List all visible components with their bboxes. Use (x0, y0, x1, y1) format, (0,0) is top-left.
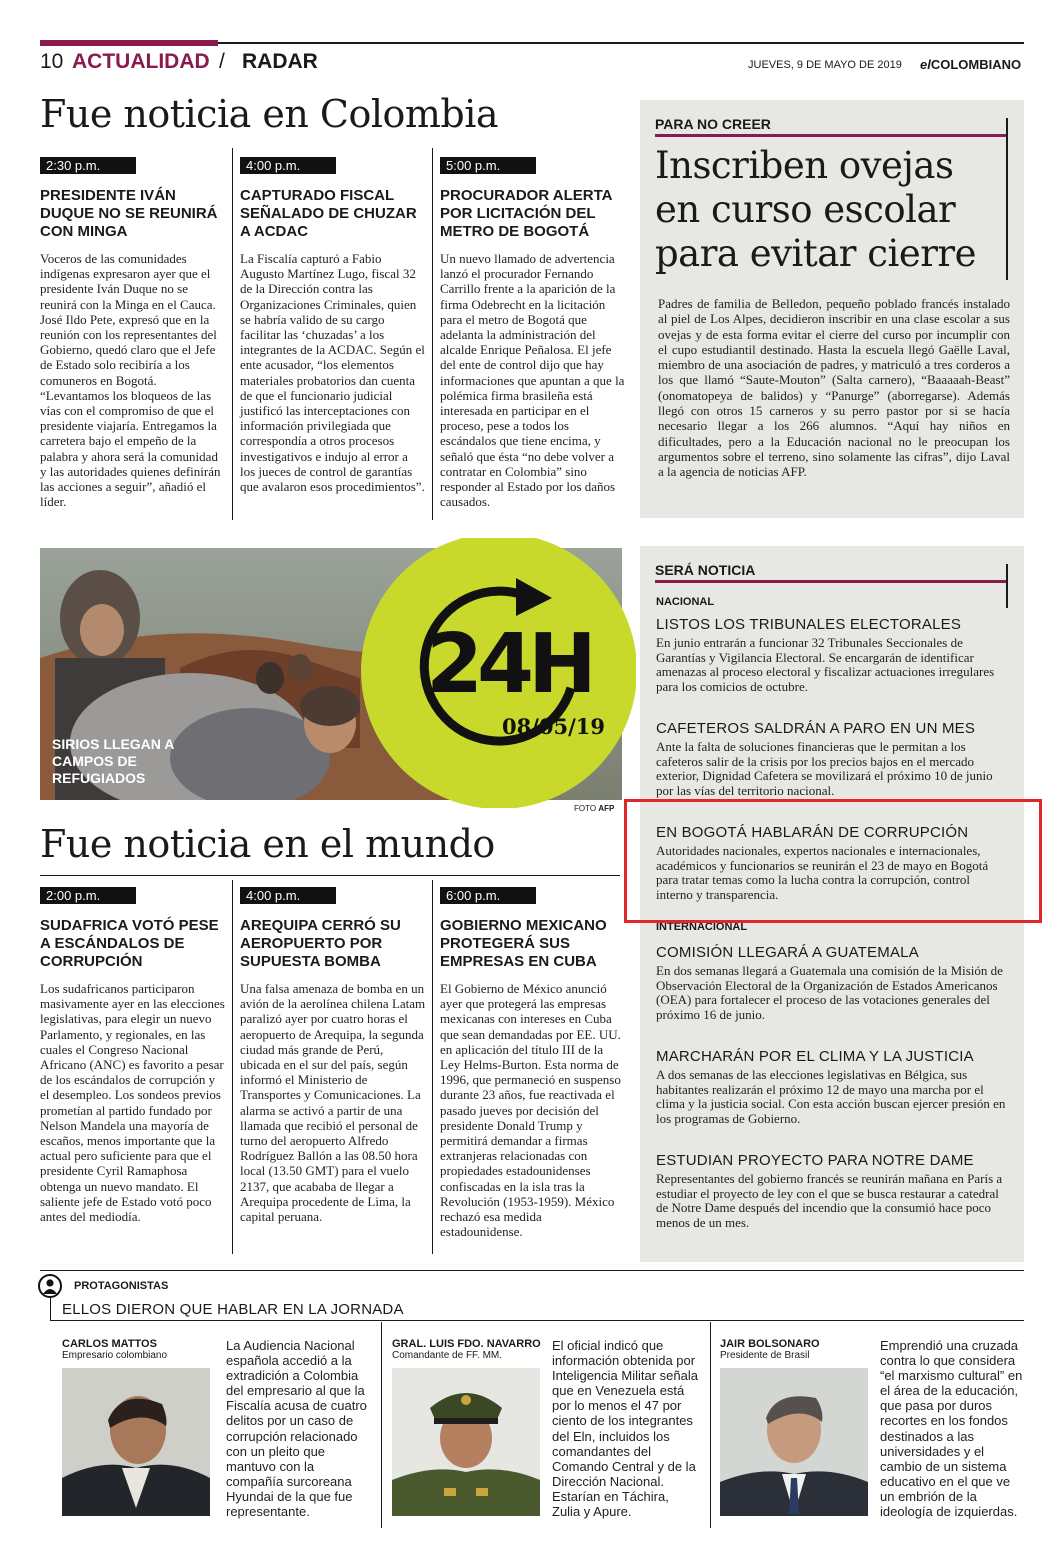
news-brief (656, 1152, 1008, 1230)
protagonistas-tick (50, 1298, 51, 1320)
news-brief (656, 1048, 1008, 1126)
news-brief (656, 616, 1008, 694)
panel-kicker: PARA NO CREER (655, 116, 771, 132)
time-badge: 6:00 p.m. (440, 887, 536, 904)
time-badge: 5:00 p.m. (440, 157, 536, 174)
24h-text: 24H (426, 617, 591, 712)
column-divider (232, 148, 233, 520)
24h-badge (356, 538, 636, 808)
news-headline: AREQUIPA CERRÓ SU AEROPUERTO POR SUPUESTA BOMBA (240, 917, 401, 970)
protagonistas-kicker: PROTAGONISTAS (74, 1280, 169, 1292)
brief-title: LISTOS LOS TRIBUNALES ELECTORALES (656, 616, 962, 633)
section-rule (40, 875, 620, 876)
news-headline: GOBIERNO MEXICANO PROTEGERÁ SUS EMPRESAS EN CUBA (440, 917, 607, 970)
mundo-news-item (40, 887, 226, 1224)
time-badge: 2:30 p.m. (40, 157, 136, 174)
protagonist-name: JAIR BOLSONARO (720, 1338, 820, 1350)
kicker-rule (655, 580, 1007, 583)
highlight-box (624, 799, 1042, 923)
section-name: ACTUALIDAD (72, 50, 210, 73)
brief-title: COMISIÓN LLEGARÁ A GUATEMALA (656, 944, 919, 961)
brief-title: EN BOGOTÁ HABLARÁN DE CORRUPCIÓN (656, 824, 969, 841)
internacional-label: INTERNACIONAL (656, 921, 748, 933)
column-divider (432, 148, 433, 520)
protagonist-role: Comandante de FF. MM. (392, 1350, 503, 1361)
logo-name: COLOMBIANO (930, 57, 1022, 72)
news-body: Los sudafricanos participaron masivamente ayer en las elecciones legislativas, para elegir un nuevo Parlamento, y regionales, en las cuales el Congreso Nacional Africano (ANC) es favorito a pesar de los escándalos de corrupción y el desempleo. Los sondeos previos prometían al partido fundado por Nelson Mandela una mayoría de escaños, menos importante que la actual pero suficiente para que el presidente Cyril Ramaphosa obtenga un nuevo mandato. El saliente jefe de Estado votó poco antes del mediodía. (40, 981, 225, 1225)
panel-kicker: SERÁ NOTICIA (655, 562, 756, 578)
protagonist-photo (720, 1368, 868, 1516)
time-badge: 4:00 p.m. (240, 887, 336, 904)
protagonistas-rule (40, 1270, 1024, 1271)
protagonist-text: La Audiencia Nacional española accedió a la extradición a Colombia del empresario al que la Fiscalía acusa de cuatro delitos por un caso de corrupción relacionado con un pleito que mantuvo con la compañía surcoreana Hyundai de la que fue representante. (226, 1338, 367, 1520)
brief-body: Representantes del gobierno francés se reunirán mañana en París a estudiar el proyecto de ley con el que se busca restaurar a catedral de Notre Dame después del incendio que la consumió hace poco menos de un mes. (656, 1171, 1003, 1230)
protagonist-role: Empresario colombiano (62, 1350, 168, 1361)
page-number: 10 (40, 50, 64, 73)
news-brief (656, 944, 1008, 1022)
column-divider (432, 880, 433, 1254)
kicker-rule (655, 134, 1007, 137)
photo-caption: SIRIOS LLEGAN A CAMPOS DE REFUGIADOS (52, 736, 174, 786)
brief-body: En junio entrarán a funcionar 32 Tribunales Seccionales de Garantías y Vigilancia Electoral. Se encargarán de identificar amenazas al proceso electoral y fiscalizar actuaciones irregulares para los comicios de octubre. (656, 635, 995, 694)
time-badge: 4:00 p.m. (240, 157, 336, 174)
news-body: Voceros de las comunidades indígenas expresaron ayer que el presidente Iván Duque no se reunirá con la Minga en el Cauca. José Ildo Pete, expresó que en la reunión con los representantes del Gobierno, quedó claro que el Jefe de Estado solo recibiría a los comuneros en Bogotá. “Levantamos los bloqueos de las vías con el compromiso de que el presidente viajaría. Entregamos la carretera bajo el empeño de la palabra y ahora será la comunidad y las autoridades quienes definirán las acciones a seguir”, añadió el líder. (40, 251, 221, 510)
brief-body: En dos semanas llegará a Guatemala una comisión de la Misión de Observación Electoral de la Organización de Estados Americanos (OEA) para fortalecer el proceso de las votaciones generales del próximo 16 de junio. (656, 963, 1003, 1022)
mundo-news-item (240, 887, 426, 1224)
photo-credit-source: AFP (598, 804, 615, 813)
brief-body: A dos semanas de las elecciones legislativas en Bélgica, sus habitantes realizarán el próximo 12 de mayo una marcha por el clima y la justicia social. Con esta acción buscan ejercer presión en los programas de Gobierno. (656, 1067, 1006, 1126)
panel-vertical-rule (1006, 118, 1008, 280)
portrait-illustration (62, 1368, 210, 1516)
protagonist-photo (392, 1368, 540, 1516)
news-body: Una falsa amenaza de bomba en un avión de la aerolínea chilena Latam paralizó ayer por cuatro horas el aeropuerto de Arequipa, la segunda ciudad más grande de Perú, ubicada en el sur del país, según informó el Ministerio de Transportes y Comunicaciones. La alarma se activó a partir de una llamada que recibió el personal de turno del aeropuerto Alfredo Rodríguez Ballón a las 08.50 hora local (13.50 GMT) para el vuelo 2137, que acababa de llegar a Arequipa procedente de Lima, la capital peruana. (240, 981, 426, 1225)
panel-vertical-rule (1006, 564, 1008, 608)
brief-title: ESTUDIAN PROYECTO PARA NOTRE DAME (656, 1152, 974, 1169)
news-body: Un nuevo llamado de advertencia lanzó el procurador Fernando Carrillo frente a la aparición de la firma Odebrecht en la licitación para el metro de Bogotá que adelanta la administración del alcalde Enrique Peñalosa. El jefe del ente de control dijo que hay informaciones que apuntan a que la polémica firma brasileña está interesada en participar en el proceso, pese a todos los escándalos que tiene encima, y señaló que ésta “no debe volver a contratar en Colombia” sino responder al Estado por los daños causados. (440, 251, 625, 510)
header-accent-bar (40, 40, 218, 46)
24h-date: 08/05/19 (502, 714, 606, 739)
news-headline: PROCURADOR ALERTA POR LICITACIÓN DEL METRO DE BOGOTÁ (440, 187, 612, 240)
brief-body: Autoridades nacionales, expertos nacionales e internacionales, académicos y funcionarios se reunirán el 23 de mayo en Bogotá para tratar temas como la lucha contra la corrupción, control interno y transparencia. (656, 843, 989, 902)
brief-title: CAFETEROS SALDRÁN A PARO EN UN MES (656, 720, 976, 737)
protagonist-role: Presidente de Brasil (720, 1350, 810, 1361)
news-headline: SUDAFRICA VOTÓ PESE A ESCÁNDALOS DE CORRUPCIÓN (40, 917, 219, 970)
protagonist-name: GRAL. LUIS FDO. NAVARRO (392, 1338, 541, 1350)
protagonist-text: El oficial indicó que información obtenida por Inteligencia Militar señala que en Venezuela está por lo menos el 47 por ciento de los integrantes del Eln, incluidos los comandantes del Comando Central y de la Dirección Nacional. Estarían en Táchira, Zulia y Apure. (552, 1338, 698, 1520)
news-body: El Gobierno de México anunció ayer que protegerá las empresas mexicanas con intereses en Cuba que sean demandadas por EE. UU. en aplicación del título III de la Ley Helms-Burton. Esta norma de 1996, que permaneció en suspenso durante 23 años, fue reactivada el pasado jueves por decisión del presidente Donald Trump y permitirá demandar a firmas extranjeras relacionadas con propiedades estadounidenses confiscadas en la isla tras la Revolución (1953-1959). México rechazó esa medida estadounidense. (440, 981, 621, 1240)
colombia-news-item (240, 157, 426, 494)
portrait-illustration (392, 1368, 540, 1516)
time-badge: 2:00 p.m. (40, 887, 136, 904)
colombia-news-item (40, 157, 226, 509)
person-icon (38, 1274, 62, 1298)
protagonistas-subrule (50, 1320, 1024, 1321)
portrait-illustration (720, 1368, 868, 1516)
subsection-name: RADAR (242, 50, 318, 73)
section-slash: / (219, 50, 225, 73)
para-no-creer-title: Inscriben ovejas en curso escolar para evitar cierre (655, 144, 976, 275)
protagonist-header (62, 1338, 222, 1361)
person-icon-glyph (40, 1276, 60, 1296)
protagonist-text: Emprendió una cruzada contra lo que considera “el marxismo cultural” en el área de la educación, que pasa por duros recortes en los fondos destinados a las universidades y el cambio de un sistema educativo en el que ve un embrión de la ideología de izquierdas. (880, 1338, 1023, 1520)
column-divider (232, 880, 233, 1254)
protagonistas-subtitle: ELLOS DIERON QUE HABLAR EN LA JORNADA (62, 1301, 404, 1318)
mundo-section-title: Fue noticia en el mundo (40, 822, 495, 866)
protagonist-photo (62, 1368, 210, 1516)
para-no-creer-body: Padres de familia de Belledon, pequeño poblado francés instalado al piel de Los Alpes, decidieron inscribir en una clase escolar a sus ovejas y de esta forma evitar el cierre del curso por incumplir con el cupo estudiantil destinado. Hasta la escuela llegó Gaëlle Laval, miembro de una asociación de padres, y matriculó a tres corderos a los que llamó “Saute-Mouton” (Salta carnero), “Baaaaah-Beast” (onomatopeya de balidos) y “Panurge” (aborregarse). Además llegó con otros 15 carneros y su perro pastor por si se hacía necesario llegar a los 266 alumnos. “Aquí hay niños en dificultades, pero a la Educación nacional no le preocupan los argumentos sobre el terreno, sino solamente las cifras”, dijo Laval a la agencia de noticias AFP. (658, 296, 1010, 480)
colombia-section-title: Fue noticia en Colombia (40, 92, 499, 136)
photo-credit (574, 804, 614, 813)
protagonist-name: CARLOS MATTOS (62, 1338, 157, 1350)
news-brief (656, 720, 1008, 798)
protagonist-divider (710, 1322, 711, 1528)
mundo-news-item (440, 887, 626, 1239)
news-body: La Fiscalía capturó a Fabio Augusto Martínez Lugo, fiscal 32 de la Dirección contra las Organizaciones Criminales, quien se habría valido de su cargo facilitar las ‘chuzadas’ a los integrantes de la ACDAC. Según el ente acusador, “los elementos materiales probatorios dan cuenta de que el funcionario judicial justificó las interceptaciones con información privilegiada que correspondía a otros procesos investigativos e indujo al error a los jueces de control de garantías que avalaron esos procedimientos”. (240, 251, 425, 495)
nacional-label: NACIONAL (656, 596, 715, 608)
colombia-news-item (440, 157, 626, 509)
issue-date: JUEVES, 9 DE MAYO DE 2019 (748, 59, 902, 71)
protagonist-divider (381, 1322, 382, 1528)
newspaper-logo (920, 57, 1021, 72)
news-headline: PRESIDENTE IVÁN DUQUE NO SE REUNIRÁ CON MINGA (40, 187, 218, 240)
protagonist-header (392, 1338, 552, 1361)
header-rule (218, 42, 1024, 44)
photo-credit-label: FOTO (574, 804, 597, 813)
brief-title: MARCHARÁN POR EL CLIMA Y LA JUSTICIA (656, 1048, 974, 1065)
news-headline: CAPTURADO FISCAL SEÑALADO DE CHUZAR A ACDAC (240, 187, 417, 240)
protagonist-header (720, 1338, 880, 1361)
logo-prefix: el (920, 57, 931, 72)
para-no-creer-panel (640, 100, 1024, 518)
brief-body: Ante la falta de soluciones financieras que le permitan a los cafeteros salir de la crisis por los precios bajos en el mercado exterior, Dignidad Cafetera se movilizará el próximo 10 de junio por las vías del territorio nacional. (656, 739, 993, 798)
